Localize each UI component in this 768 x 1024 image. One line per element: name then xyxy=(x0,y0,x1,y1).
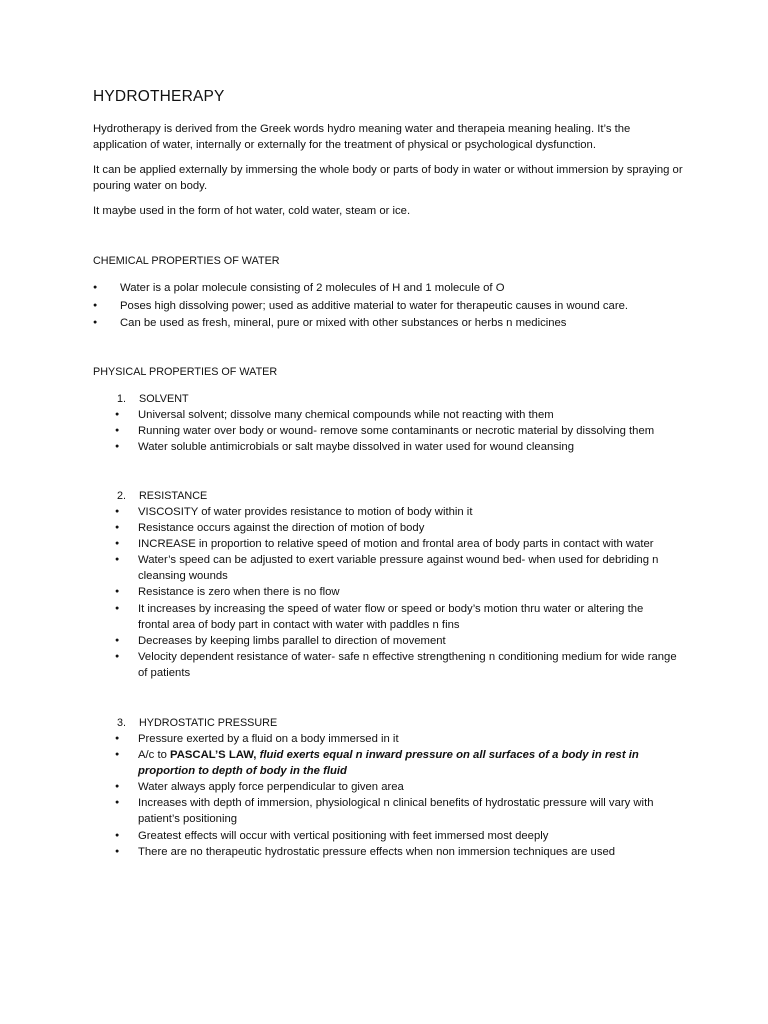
chemical-heading: CHEMICAL PROPERTIES OF WATER xyxy=(93,255,280,267)
pascal-prefix: A/c to xyxy=(138,749,171,762)
section-number: 1. xyxy=(117,393,127,405)
solvent-list xyxy=(93,407,677,455)
list-item: ● INCREASE in proportion to relative speed of motion and frontal area of body parts in contact with water xyxy=(93,536,677,552)
list-item: ● Water is a polar molecule consisting of 2 molecules of H and 1 molecule of O xyxy=(93,280,683,296)
list-item: ● Water’s speed can be adjusted to exert variable pressure against wound bed- when used for debriding n cleansing wounds xyxy=(93,552,677,584)
list-item: ● Water always apply force perpendicular to given area xyxy=(93,779,677,795)
list-item: ● Pressure exerted by a fluid on a body immersed in it xyxy=(93,731,677,747)
section-heading xyxy=(117,715,677,731)
list-item: ● There are no therapeutic hydrostatic pressure effects when non immersion techniques are used xyxy=(93,844,677,860)
resistance-list xyxy=(93,504,677,681)
list-item: ● Water soluble antimicrobials or salt maybe dissolved in water used for wound cleansing xyxy=(93,439,677,455)
intro-paragraph-1: Hydrotherapy is derived from the Greek words hydro meaning water and therapeia meaning healing. It’s the application of water, internally or externally for the treatment of physical or psychological dysfunction. xyxy=(93,123,631,151)
section-number: 2. xyxy=(117,490,127,502)
pascal-law-label: PASCAL’S LAW, xyxy=(170,749,257,762)
list-item: ● Increases with depth of immersion, physiological n clinical benefits of hydrostatic pressure will vary with patient’s positioning xyxy=(93,795,677,827)
chemical-list xyxy=(93,280,683,333)
list-item: ● Running water over body or wound- remove some contaminants or necrotic material by dissolving them xyxy=(93,423,677,439)
hydrostatic-list xyxy=(93,731,677,860)
section-title: HYDROSTATIC PRESSURE xyxy=(139,717,278,729)
section-title: RESISTANCE xyxy=(139,490,208,502)
physical-heading: PHYSICAL PROPERTIES OF WATER xyxy=(93,366,278,378)
pascal-law-text: fluid exerts equal n inward pressure on all surfaces of a body in rest in proportion to depth of body in the fluid xyxy=(138,749,639,778)
list-item: ● Velocity dependent resistance of water- safe n effective strengthening n conditioning medium for wide range of patients xyxy=(93,649,677,681)
list-item: ● Greatest effects will occur with vertical positioning with feet immersed most deeply xyxy=(93,828,677,844)
page-title: HYDROTHERAPY xyxy=(93,88,225,105)
section-number: 3. xyxy=(117,717,127,729)
list-item: ● Decreases by keeping limbs parallel to direction of movement xyxy=(93,633,677,649)
hydrostatic-section xyxy=(117,715,677,860)
list-item: ● Can be used as fresh, mineral, pure or mixed with other substances or herbs n medicines xyxy=(93,315,683,331)
intro-paragraph-2: It can be applied externally by immersing the whole body or parts of body in water or without immersion by spraying or pouring water on body. xyxy=(93,164,683,192)
list-item: ● It increases by increasing the speed of water flow or speed or body’s motion thru water or altering the frontal area of body part in contact with water with paddles n fins xyxy=(93,601,677,633)
resistance-section xyxy=(117,488,677,681)
list-item: ● Resistance is zero when there is no flow xyxy=(93,584,677,600)
section-heading xyxy=(117,391,677,407)
list-item: ● Poses high dissolving power; used as additive material to water for therapeutic causes in wound care. xyxy=(93,298,683,314)
list-item: ● Universal solvent; dissolve many chemical compounds while not reacting with them xyxy=(93,407,677,423)
section-heading xyxy=(117,488,677,504)
list-item: ● VISCOSITY of water provides resistance to motion of body within it xyxy=(93,504,677,520)
pascal-law-item xyxy=(93,747,677,779)
section-title: SOLVENT xyxy=(139,393,189,405)
solvent-section xyxy=(117,391,677,455)
list-item: ● Resistance occurs against the direction of motion of body xyxy=(93,520,677,536)
intro-paragraph-3: It maybe used in the form of hot water, cold water, steam or ice. xyxy=(93,205,411,217)
